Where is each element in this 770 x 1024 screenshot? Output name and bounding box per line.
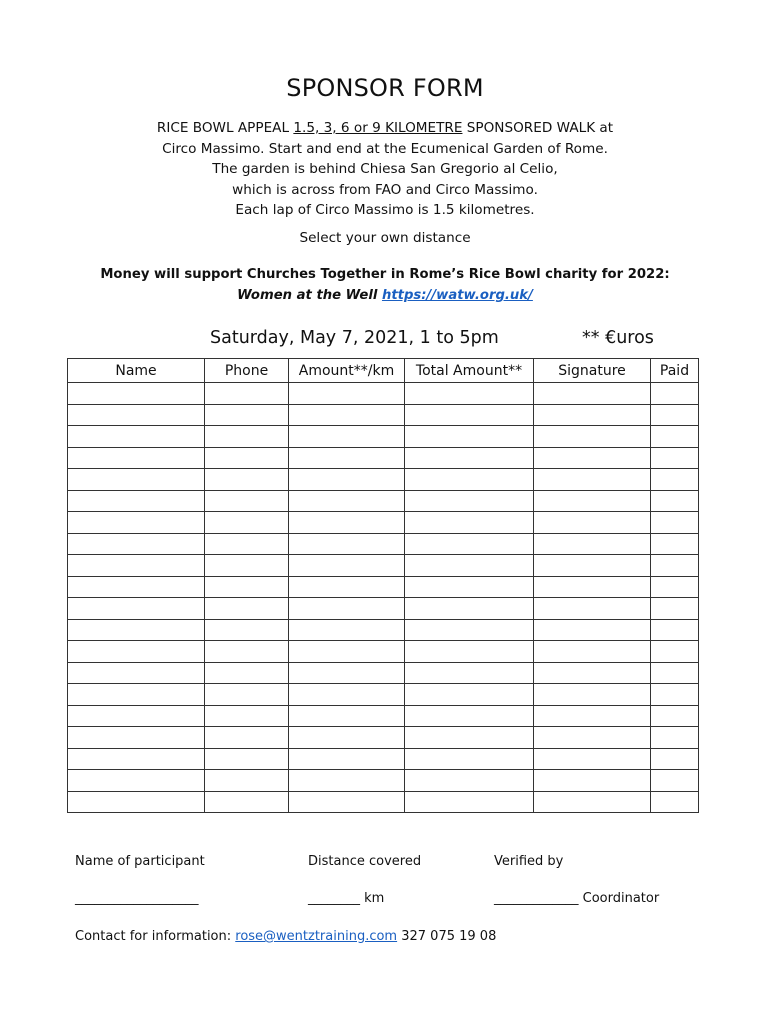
table-body bbox=[68, 383, 699, 813]
total-amount-cell[interactable] bbox=[405, 469, 534, 491]
contact-phone: 327 075 19 08 bbox=[397, 929, 497, 944]
phone-cell[interactable] bbox=[205, 426, 289, 448]
paid-cell[interactable] bbox=[651, 426, 699, 448]
total-amount-cell[interactable] bbox=[405, 576, 534, 598]
amount-per-km-cell[interactable] bbox=[289, 490, 405, 512]
contact-line bbox=[75, 929, 496, 944]
table-row bbox=[68, 490, 699, 512]
name-cell[interactable] bbox=[68, 404, 205, 426]
amount-per-km-cell[interactable] bbox=[289, 727, 405, 749]
signature-cell[interactable] bbox=[534, 426, 651, 448]
amount-per-km-cell[interactable] bbox=[289, 512, 405, 534]
amount-per-km-cell[interactable] bbox=[289, 447, 405, 469]
name-cell[interactable] bbox=[68, 791, 205, 813]
select-distance-text: Select your own distance bbox=[299, 230, 471, 246]
intro-line-3: The garden is behind Chiesa San Gregorio al Celio, bbox=[212, 161, 558, 177]
phone-cell[interactable] bbox=[205, 684, 289, 706]
paid-cell[interactable] bbox=[651, 641, 699, 663]
table-row bbox=[68, 404, 699, 426]
amount-per-km-cell[interactable] bbox=[289, 705, 405, 727]
signature-cell[interactable] bbox=[534, 662, 651, 684]
page-title: SPONSOR FORM bbox=[286, 74, 484, 102]
paid-cell[interactable] bbox=[651, 383, 699, 405]
table-row bbox=[68, 555, 699, 577]
participant-line[interactable]: ___________________ bbox=[75, 891, 199, 906]
distance-label: Distance covered bbox=[308, 854, 422, 869]
header-paid: Paid bbox=[651, 359, 699, 383]
amount-per-km-cell[interactable] bbox=[289, 404, 405, 426]
name-cell[interactable] bbox=[68, 490, 205, 512]
intro-line-4: which is across from FAO and Circo Massimo. bbox=[232, 181, 538, 198]
signature-cell[interactable] bbox=[534, 598, 651, 620]
intro-text bbox=[0, 118, 770, 221]
phone-cell[interactable] bbox=[205, 490, 289, 512]
signature-cell[interactable] bbox=[534, 490, 651, 512]
name-cell[interactable] bbox=[68, 662, 205, 684]
table-row bbox=[68, 662, 699, 684]
phone-cell[interactable] bbox=[205, 598, 289, 620]
name-cell[interactable] bbox=[68, 555, 205, 577]
paid-cell[interactable] bbox=[651, 662, 699, 684]
phone-cell[interactable] bbox=[205, 576, 289, 598]
signature-cell[interactable] bbox=[534, 705, 651, 727]
amount-per-km-cell[interactable] bbox=[289, 533, 405, 555]
table-row bbox=[68, 426, 699, 448]
table-row bbox=[68, 770, 699, 792]
intro-line-2: Circo Massimo. Start and end at the Ecumenical Garden of Rome. bbox=[162, 140, 608, 157]
paid-cell[interactable] bbox=[651, 447, 699, 469]
table-row bbox=[68, 641, 699, 663]
name-cell[interactable] bbox=[68, 533, 205, 555]
phone-cell[interactable] bbox=[205, 404, 289, 426]
paid-cell[interactable] bbox=[651, 404, 699, 426]
name-cell[interactable] bbox=[68, 598, 205, 620]
total-amount-cell[interactable] bbox=[405, 598, 534, 620]
table-row bbox=[68, 684, 699, 706]
charity-note bbox=[0, 264, 770, 306]
total-amount-cell[interactable] bbox=[405, 447, 534, 469]
distance-line[interactable]: ________ km bbox=[308, 891, 385, 906]
table-row bbox=[68, 383, 699, 405]
paid-cell[interactable] bbox=[651, 490, 699, 512]
phone-cell[interactable] bbox=[205, 727, 289, 749]
total-amount-cell[interactable] bbox=[405, 426, 534, 448]
phone-cell[interactable] bbox=[205, 619, 289, 641]
verified-line[interactable]: _____________ Coordinator bbox=[494, 891, 660, 906]
table-row bbox=[68, 512, 699, 534]
signature-cell[interactable] bbox=[534, 748, 651, 770]
paid-cell[interactable] bbox=[651, 770, 699, 792]
table-row bbox=[68, 598, 699, 620]
paid-cell[interactable] bbox=[651, 598, 699, 620]
total-amount-cell[interactable] bbox=[405, 641, 534, 663]
paid-cell[interactable] bbox=[651, 576, 699, 598]
signature-cell[interactable] bbox=[534, 727, 651, 749]
header-name: Name bbox=[68, 359, 205, 383]
paid-cell[interactable] bbox=[651, 684, 699, 706]
name-cell[interactable] bbox=[68, 576, 205, 598]
signature-cell[interactable] bbox=[534, 533, 651, 555]
name-cell[interactable] bbox=[68, 770, 205, 792]
header-phone: Phone bbox=[205, 359, 289, 383]
phone-cell[interactable] bbox=[205, 641, 289, 663]
paid-cell[interactable] bbox=[651, 748, 699, 770]
phone-cell[interactable] bbox=[205, 533, 289, 555]
table-row bbox=[68, 447, 699, 469]
phone-cell[interactable] bbox=[205, 555, 289, 577]
table-row bbox=[68, 727, 699, 749]
name-cell[interactable] bbox=[68, 748, 205, 770]
charity-link[interactable]: https://watw.org.uk/ bbox=[381, 288, 533, 303]
paid-cell[interactable] bbox=[651, 469, 699, 491]
name-cell[interactable] bbox=[68, 727, 205, 749]
table-row bbox=[68, 705, 699, 727]
total-amount-cell[interactable] bbox=[405, 490, 534, 512]
name-cell[interactable] bbox=[68, 705, 205, 727]
amount-per-km-cell[interactable] bbox=[289, 469, 405, 491]
table-row bbox=[68, 791, 699, 813]
amount-per-km-cell[interactable] bbox=[289, 555, 405, 577]
phone-cell[interactable] bbox=[205, 705, 289, 727]
signature-cell[interactable] bbox=[534, 576, 651, 598]
total-amount-cell[interactable] bbox=[405, 662, 534, 684]
charity-line-2 bbox=[0, 285, 770, 306]
signature-cell[interactable] bbox=[534, 404, 651, 426]
total-amount-cell[interactable] bbox=[405, 727, 534, 749]
contact-email-link[interactable]: rose@wentztraining.com bbox=[235, 929, 398, 944]
signature-cell[interactable] bbox=[534, 512, 651, 534]
currency-note: ** €uros bbox=[582, 328, 654, 348]
paid-cell[interactable] bbox=[651, 727, 699, 749]
table-row bbox=[68, 533, 699, 555]
name-cell[interactable] bbox=[68, 469, 205, 491]
phone-cell[interactable] bbox=[205, 383, 289, 405]
signature-cell[interactable] bbox=[534, 555, 651, 577]
name-cell[interactable] bbox=[68, 641, 205, 663]
total-amount-cell[interactable] bbox=[405, 555, 534, 577]
phone-cell[interactable] bbox=[205, 748, 289, 770]
signature-cell[interactable] bbox=[534, 383, 651, 405]
signature-cell[interactable] bbox=[534, 684, 651, 706]
total-amount-cell[interactable] bbox=[405, 533, 534, 555]
total-amount-cell[interactable] bbox=[405, 512, 534, 534]
intro-line-5: Each lap of Circo Massimo is 1.5 kilometres. bbox=[235, 202, 535, 218]
header-signature: Signature bbox=[534, 359, 651, 383]
signature-cell[interactable] bbox=[534, 469, 651, 491]
paid-cell[interactable] bbox=[651, 619, 699, 641]
amount-per-km-cell[interactable] bbox=[289, 383, 405, 405]
phone-cell[interactable] bbox=[205, 447, 289, 469]
amount-per-km-cell[interactable] bbox=[289, 791, 405, 813]
total-amount-cell[interactable] bbox=[405, 748, 534, 770]
phone-cell[interactable] bbox=[205, 770, 289, 792]
participant-label: Name of participant bbox=[75, 854, 205, 869]
signature-cell[interactable] bbox=[534, 791, 651, 813]
amount-per-km-cell[interactable] bbox=[289, 770, 405, 792]
event-date: Saturday, May 7, 2021, 1 to 5pm bbox=[210, 328, 499, 348]
signature-cell[interactable] bbox=[534, 641, 651, 663]
signature-cell[interactable] bbox=[534, 770, 651, 792]
table-header-row bbox=[68, 359, 699, 383]
paid-cell[interactable] bbox=[651, 533, 699, 555]
intro-line-1-b: SPONSORED WALK at bbox=[462, 120, 614, 136]
intro-line-1-a: RICE BOWL APPEAL bbox=[156, 120, 294, 136]
signature-cell[interactable] bbox=[534, 447, 651, 469]
phone-cell[interactable] bbox=[205, 469, 289, 491]
header-amount-per-km: Amount**/km bbox=[289, 359, 405, 383]
paid-cell[interactable] bbox=[651, 705, 699, 727]
table-row bbox=[68, 576, 699, 598]
distance-options: 1.5, 3, 6 or 9 KILOMETRE bbox=[293, 120, 463, 136]
amount-per-km-cell[interactable] bbox=[289, 426, 405, 448]
amount-per-km-cell[interactable] bbox=[289, 576, 405, 598]
signature-cell[interactable] bbox=[534, 619, 651, 641]
total-amount-cell[interactable] bbox=[405, 619, 534, 641]
charity-name: Women at the Well bbox=[237, 288, 378, 303]
name-cell[interactable] bbox=[68, 619, 205, 641]
total-amount-cell[interactable] bbox=[405, 770, 534, 792]
total-amount-cell[interactable] bbox=[405, 383, 534, 405]
phone-cell[interactable] bbox=[205, 791, 289, 813]
name-cell[interactable] bbox=[68, 684, 205, 706]
phone-cell[interactable] bbox=[205, 662, 289, 684]
total-amount-cell[interactable] bbox=[405, 684, 534, 706]
amount-per-km-cell[interactable] bbox=[289, 748, 405, 770]
amount-per-km-cell[interactable] bbox=[289, 684, 405, 706]
paid-cell[interactable] bbox=[651, 555, 699, 577]
paid-cell[interactable] bbox=[651, 791, 699, 813]
name-cell[interactable] bbox=[68, 426, 205, 448]
header-total-amount: Total Amount** bbox=[405, 359, 534, 383]
sponsor-table bbox=[67, 358, 699, 813]
table-row bbox=[68, 619, 699, 641]
table-row bbox=[68, 469, 699, 491]
phone-cell[interactable] bbox=[205, 512, 289, 534]
charity-line-1: Money will support Churches Together in Rome’s Rice Bowl charity for 2022: bbox=[100, 267, 670, 282]
total-amount-cell[interactable] bbox=[405, 791, 534, 813]
total-amount-cell[interactable] bbox=[405, 705, 534, 727]
table-row bbox=[68, 748, 699, 770]
amount-per-km-cell[interactable] bbox=[289, 619, 405, 641]
amount-per-km-cell[interactable] bbox=[289, 641, 405, 663]
contact-label: Contact for information: bbox=[75, 929, 236, 944]
name-cell[interactable] bbox=[68, 512, 205, 534]
name-cell[interactable] bbox=[68, 447, 205, 469]
verified-label: Verified by bbox=[494, 854, 564, 869]
amount-per-km-cell[interactable] bbox=[289, 598, 405, 620]
intro-line-1 bbox=[0, 118, 770, 139]
paid-cell[interactable] bbox=[651, 512, 699, 534]
amount-per-km-cell[interactable] bbox=[289, 662, 405, 684]
total-amount-cell[interactable] bbox=[405, 404, 534, 426]
name-cell[interactable] bbox=[68, 383, 205, 405]
